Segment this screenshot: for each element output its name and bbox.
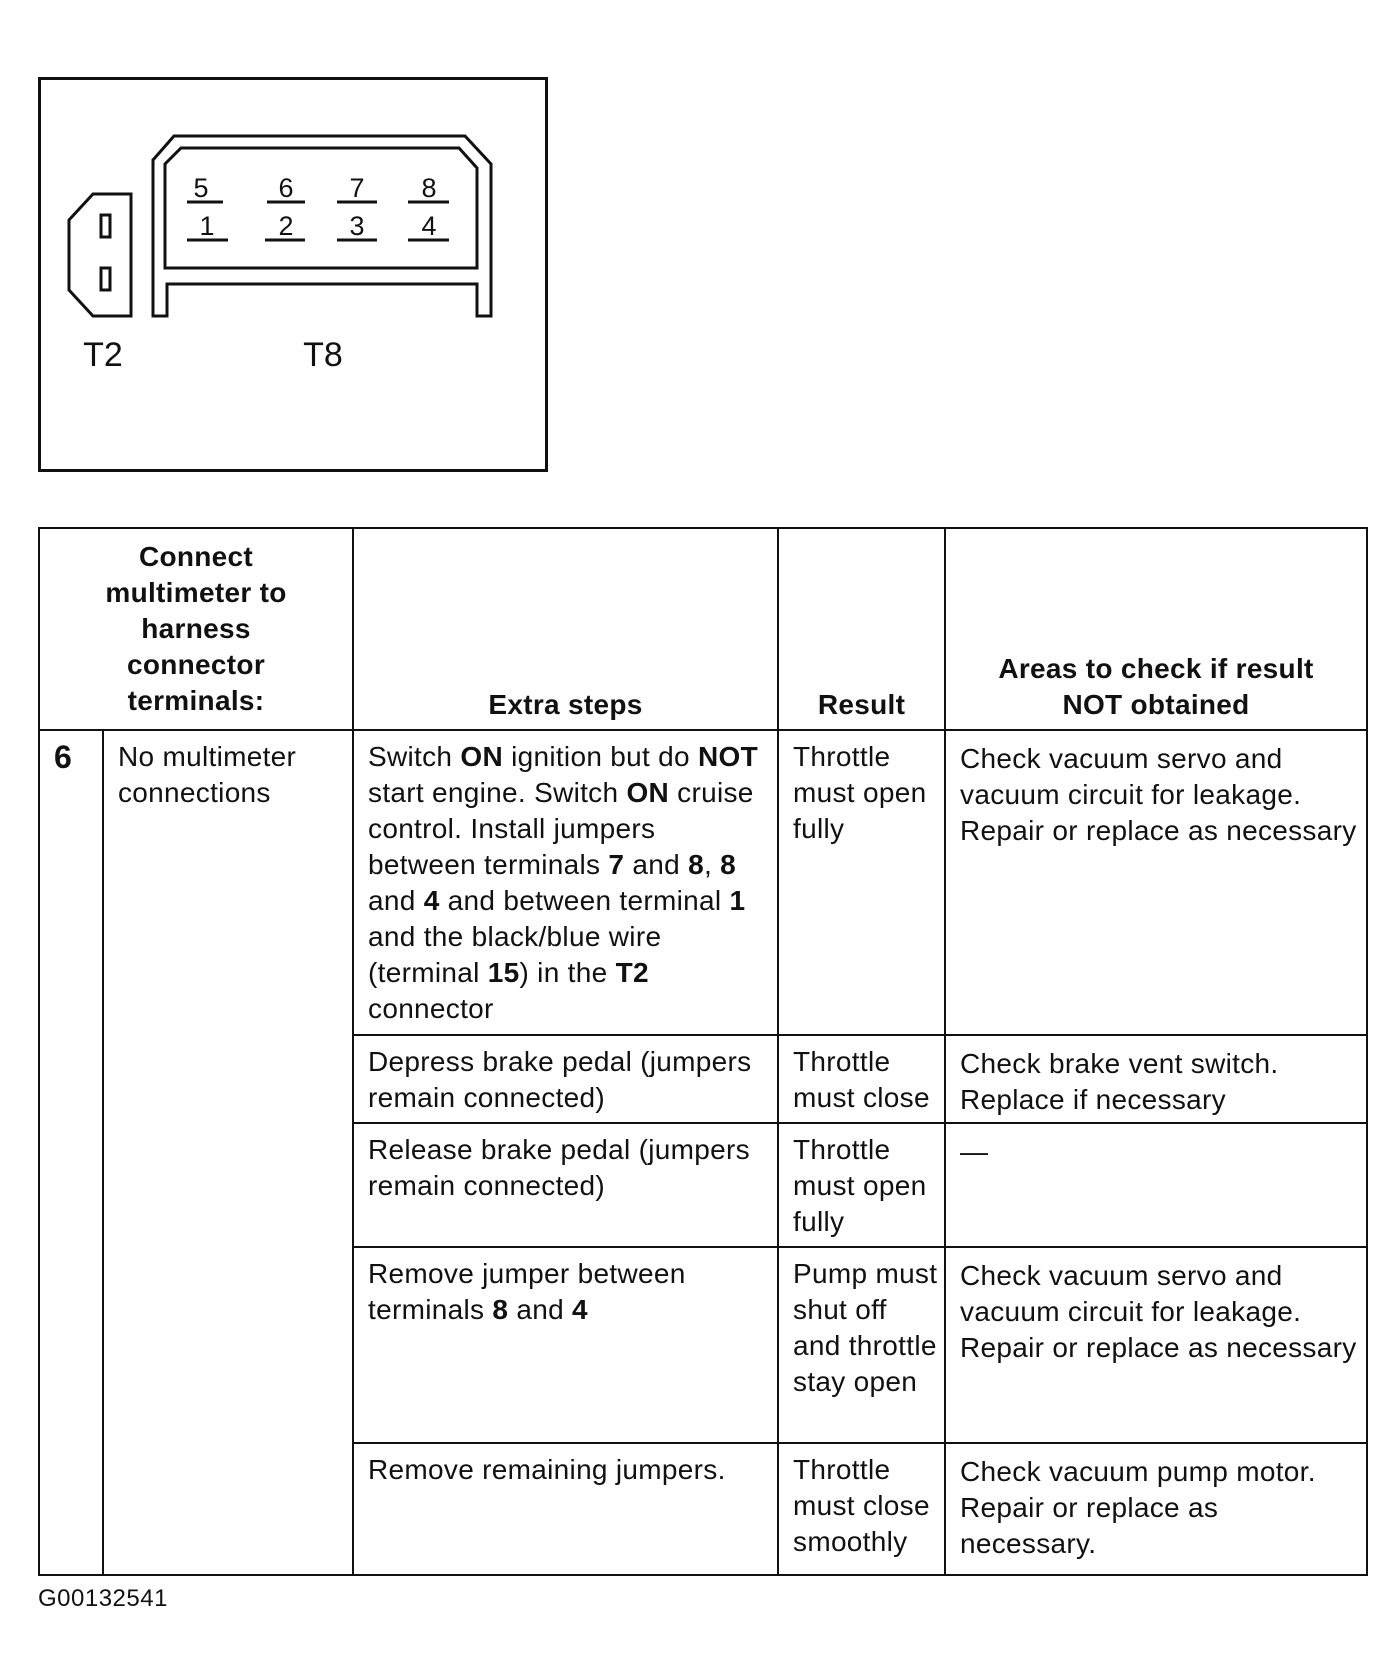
step-text: , xyxy=(703,849,721,880)
check-cell: Check brake vent switch. Replace if necessary xyxy=(945,1035,1367,1123)
bold-term: 8 xyxy=(688,849,704,880)
step-text: and between terminal xyxy=(439,885,730,916)
step-text: and xyxy=(624,849,689,880)
check-cell: — xyxy=(945,1123,1367,1247)
bold-term: ON xyxy=(460,741,503,772)
pin-1: 1 xyxy=(199,211,215,241)
result-cell: Throttle must close smoothly xyxy=(778,1443,945,1575)
step-text: Depress brake pedal (jumpers remain connected) xyxy=(368,1046,752,1113)
result-cell: Throttle must close xyxy=(778,1035,945,1123)
pin-8: 8 xyxy=(421,173,437,203)
bold-term: 7 xyxy=(608,849,625,880)
header-extra-steps: Extra steps xyxy=(353,528,778,730)
header-row xyxy=(39,528,1367,730)
pin-3: 3 xyxy=(349,211,365,241)
bold-term: 4 xyxy=(572,1294,588,1325)
connection-cell: No multimeter connections xyxy=(103,730,353,1575)
result-cell: Pump must shut off and throttle stay open xyxy=(778,1247,945,1443)
bold-term: 8 xyxy=(720,849,736,880)
bold-term: 8 xyxy=(492,1294,509,1325)
header-connect: Connect multimeter to harness connector terminals: xyxy=(39,528,353,730)
pin-4: 4 xyxy=(421,211,437,241)
pin-2: 2 xyxy=(278,211,294,241)
step-text: Switch xyxy=(368,741,461,772)
test-procedure-table xyxy=(38,527,1368,1576)
figure-id: G00132541 xyxy=(38,1585,168,1612)
extra-step-cell xyxy=(353,730,778,1035)
pin-5: 5 xyxy=(193,173,209,203)
step-text: cruise control. Install jumpers between terminals xyxy=(368,777,754,880)
result-cell: Throttle must open fully xyxy=(778,730,945,1035)
header-result: Result xyxy=(778,528,945,730)
step-text: Release brake pedal (jumpers remain connected) xyxy=(368,1134,750,1201)
bold-term: 4 xyxy=(423,885,440,916)
t2-pin-upper xyxy=(101,215,110,237)
header-areas-to-check: Areas to check if result NOT obtained xyxy=(945,528,1367,730)
bold-term: ON xyxy=(626,777,670,808)
bold-term: 1 xyxy=(729,885,746,916)
step-text: and xyxy=(368,885,424,916)
step-text: start engine. Switch xyxy=(368,777,627,808)
extra-step-cell xyxy=(353,1123,778,1247)
pin-6: 6 xyxy=(278,173,294,203)
step-number: 6 xyxy=(39,730,103,1575)
t8-label: T8 xyxy=(303,336,343,374)
step-text: and the black/blue wire (terminal xyxy=(368,921,662,988)
bold-term: 15 xyxy=(487,957,520,988)
step-text: ignition but do xyxy=(502,741,699,772)
t2-label: T2 xyxy=(83,336,123,374)
extra-step-cell xyxy=(353,1035,778,1123)
step-text: connector xyxy=(368,993,494,1024)
check-cell: Check vacuum pump motor. Repair or replace as necessary. xyxy=(945,1443,1367,1575)
extra-step-cell xyxy=(353,1443,778,1575)
table-row xyxy=(39,730,1367,1035)
check-cell: Check vacuum servo and vacuum circuit for leakage. Repair or replace as necessary xyxy=(945,1247,1367,1443)
bold-term: NOT xyxy=(698,741,759,772)
connector-diagram xyxy=(38,77,548,472)
check-cell: Check vacuum servo and vacuum circuit for leakage. Repair or replace as necessary xyxy=(945,730,1367,1035)
bold-term: T2 xyxy=(615,957,649,988)
result-cell: Throttle must open fully xyxy=(778,1123,945,1247)
pin-7: 7 xyxy=(349,173,365,203)
step-text: Remove remaining jumpers. xyxy=(368,1454,726,1485)
step-text: Remove jumper between terminals xyxy=(368,1258,686,1325)
extra-step-cell xyxy=(353,1247,778,1443)
step-text: ) in the xyxy=(519,957,616,988)
t2-pin-lower xyxy=(101,268,110,290)
t8-connector-inner xyxy=(165,148,477,268)
step-text: and xyxy=(508,1294,573,1325)
t2-connector-outline xyxy=(69,194,131,316)
connector-drawing xyxy=(41,80,551,475)
